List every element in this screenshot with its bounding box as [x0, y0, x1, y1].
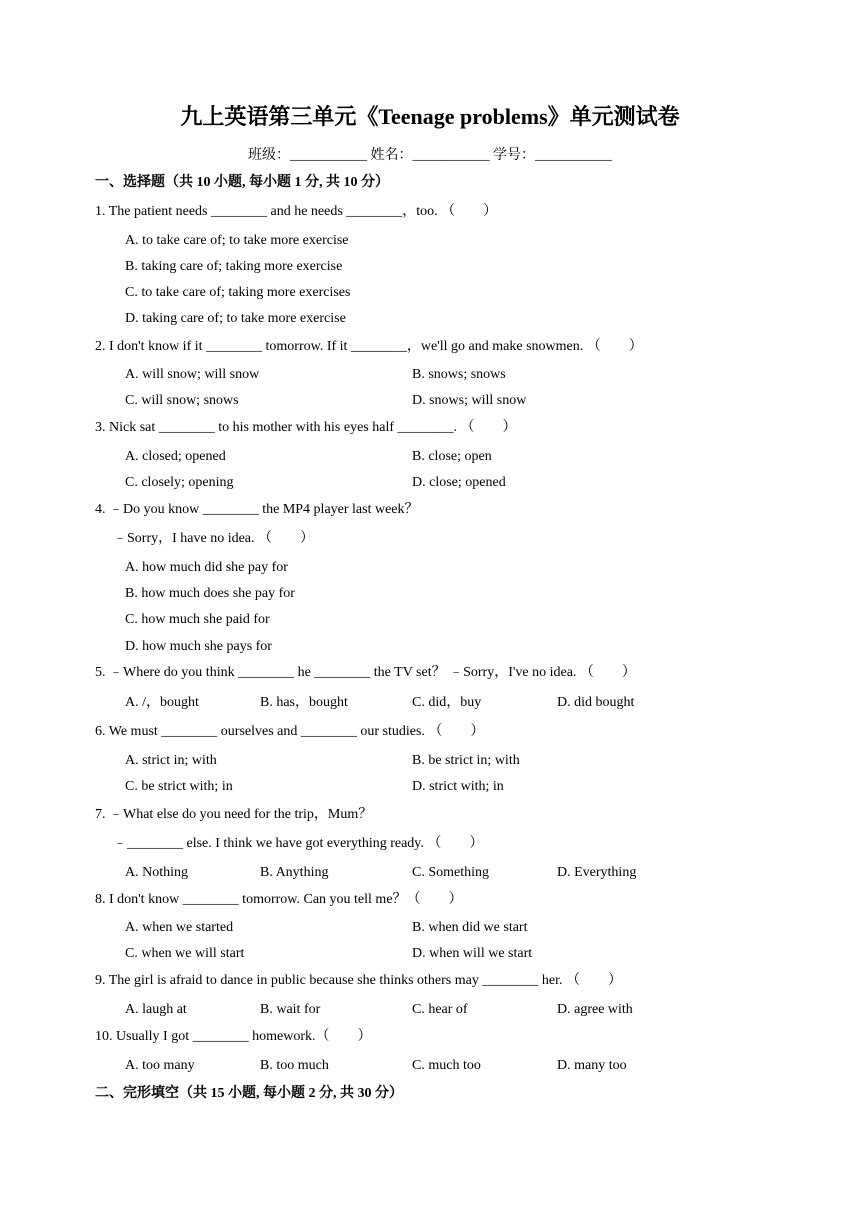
- question-stem: 5. ﹣Where do you think ________ he ________ the TV set？ ﹣Sorry，I've no idea. （ ）: [95, 665, 636, 680]
- option-c: C. be strict with; in: [125, 779, 233, 794]
- page-title: 九上英语第三单元《Teenage problems》单元测试卷: [180, 104, 680, 129]
- option-d: D. strict with; in: [412, 779, 504, 794]
- question-stem: 10. Usually I got ________ homework.（ ）: [95, 1029, 372, 1044]
- option-c: C. Something: [412, 865, 490, 880]
- option-a: A. closed; opened: [125, 449, 226, 464]
- option-d: D. Everything: [557, 865, 637, 880]
- section-heading-choice: 一、选择题（共 10 小题, 每小题 1 分, 共 10 分）: [95, 175, 389, 190]
- option-c: C. will snow; snows: [125, 393, 239, 408]
- option-c: C. closely; opening: [125, 475, 234, 490]
- option-b: B. how much does she pay for: [125, 586, 295, 601]
- option-d: D. agree with: [557, 1002, 633, 1017]
- question-stem: 3. Nick sat ________ to his mother with his eyes half ________. （ ）: [95, 420, 517, 435]
- option-a: A. when we started: [125, 920, 234, 935]
- option-d: D. snows; will snow: [412, 393, 527, 408]
- question-stem-reply: ﹣________ else. I think we have got everything ready. （ ）: [113, 836, 484, 851]
- question-stem: 4. ﹣Do you know ________ the MP4 player last week？: [95, 502, 419, 517]
- option-c: C. hear of: [412, 1002, 468, 1017]
- question-stem: 1. The patient needs ________ and he needs ________，too. （ ）: [95, 204, 498, 219]
- question-stem: 6. We must ________ ourselves and ________ our studies. （ ）: [95, 724, 485, 739]
- option-a: A. too many: [125, 1058, 195, 1073]
- option-d: D. how much she pays for: [125, 639, 272, 654]
- option-d: D. taking care of; to take more exercise: [125, 311, 346, 326]
- question-stem: 7. ﹣What else do you need for the trip，Mum？: [95, 807, 373, 822]
- option-c: C. did，buy: [412, 695, 482, 710]
- option-d: D. when will we start: [412, 946, 533, 961]
- option-a: A. to take care of; to take more exercise: [125, 233, 349, 248]
- option-b: B. snows; snows: [412, 367, 506, 382]
- option-b: B. be strict in; with: [412, 753, 520, 768]
- option-a: A. Nothing: [125, 865, 188, 880]
- option-a: A. strict in; with: [125, 753, 217, 768]
- option-b: B. when did we start: [412, 920, 528, 935]
- option-c: C. when we will start: [125, 946, 245, 961]
- option-a: A. will snow; will snow: [125, 367, 260, 382]
- option-c: C. how much she paid for: [125, 612, 270, 627]
- option-b: B. taking care of; taking more exercise: [125, 259, 343, 274]
- option-b: B. too much: [260, 1058, 329, 1073]
- question-stem: 8. I don't know ________ tomorrow. Can you tell me？（ ）: [95, 892, 463, 907]
- option-b: B. close; open: [412, 449, 492, 464]
- question-stem: 9. The girl is afraid to dance in public because she thinks others may ________ her. （ ）: [95, 973, 622, 988]
- section-heading-cloze: 二、完形填空（共 15 小题, 每小题 2 分, 共 30 分）: [95, 1086, 403, 1101]
- question-stem-reply: ﹣Sorry，I have no idea. （ ）: [113, 531, 315, 546]
- option-b: B. has，bought: [260, 695, 348, 710]
- option-d: D. close; opened: [412, 475, 506, 490]
- student-info-line: 班级：___________ 姓名：___________ 学号：___________: [248, 148, 612, 163]
- option-c: C. to take care of; taking more exercises: [125, 285, 351, 300]
- option-d: D. many too: [557, 1058, 627, 1073]
- option-a: A. laugh at: [125, 1002, 187, 1017]
- question-stem: 2. I don't know if it ________ tomorrow. If it ________，we'll go and make snowmen. （ ）: [95, 339, 643, 354]
- option-a: A. how much did she pay for: [125, 560, 288, 575]
- option-b: B. Anything: [260, 865, 329, 880]
- option-d: D. did bought: [557, 695, 635, 710]
- option-a: A. /，bought: [125, 695, 199, 710]
- option-c: C. much too: [412, 1058, 481, 1073]
- option-b: B. wait for: [260, 1002, 321, 1017]
